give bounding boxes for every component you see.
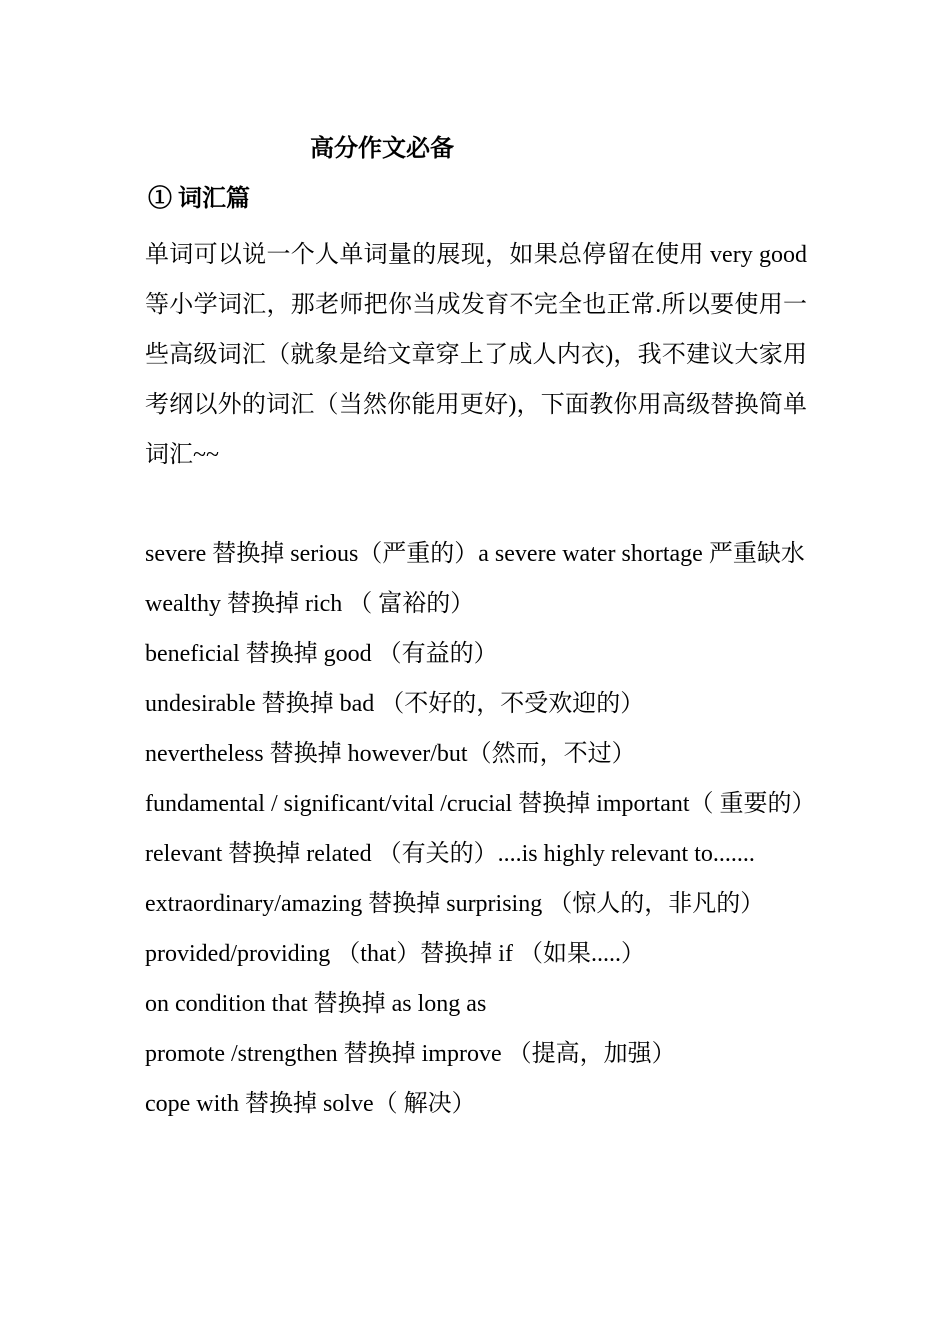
vocab-item-beneficial: beneficial 替换掉 good （有益的） xyxy=(145,641,498,667)
vocab-item-promote: promote /strengthen 替换掉 improve （提高，加强） xyxy=(145,1041,676,1067)
vocab-item-nevertheless: nevertheless 替换掉 however/but（然而，不过） xyxy=(145,741,636,767)
section-heading: ① 词汇篇 xyxy=(148,186,250,212)
vocab-item-on-condition: on condition that 替换掉 as long as xyxy=(145,991,487,1017)
intro-paragraph: 单词可以说一个人单词量的展现，如果总停留在使用 very good 等小学词汇，那老师把你当成发育不完全也正常.所以要使用一些高级词汇（就象是给文章穿上了成人内衣)，我不建议大家用考纲以外的词汇（当然你能用更好)，下面教你用高级替换简单词汇~~ xyxy=(145,242,807,468)
vocabulary-list xyxy=(145,529,816,1129)
vocab-item-severe: severe 替换掉 serious（严重的）a severe water shortage 严重缺水 xyxy=(145,541,805,567)
vocab-item-cope-with: cope with 替换掉 solve（ 解决） xyxy=(145,1091,476,1117)
vocab-item-extraordinary: extraordinary/amazing 替换掉 surprising （惊人的，非凡的） xyxy=(145,891,765,917)
vocab-item-provided: provided/providing （that）替换掉 if （如果.....） xyxy=(145,941,645,967)
document-title: 高分作文必备 xyxy=(310,136,454,162)
vocab-item-relevant: relevant 替换掉 related （有关的）....is highly relevant to....... xyxy=(145,841,755,867)
vocab-item-undesirable: undesirable 替换掉 bad （不好的，不受欢迎的） xyxy=(145,691,645,717)
vocab-item-fundamental: fundamental / significant/vital /crucial 替换掉 important（ 重要的） xyxy=(145,791,816,817)
vocab-item-wealthy: wealthy 替换掉 rich （ 富裕的） xyxy=(145,591,475,617)
